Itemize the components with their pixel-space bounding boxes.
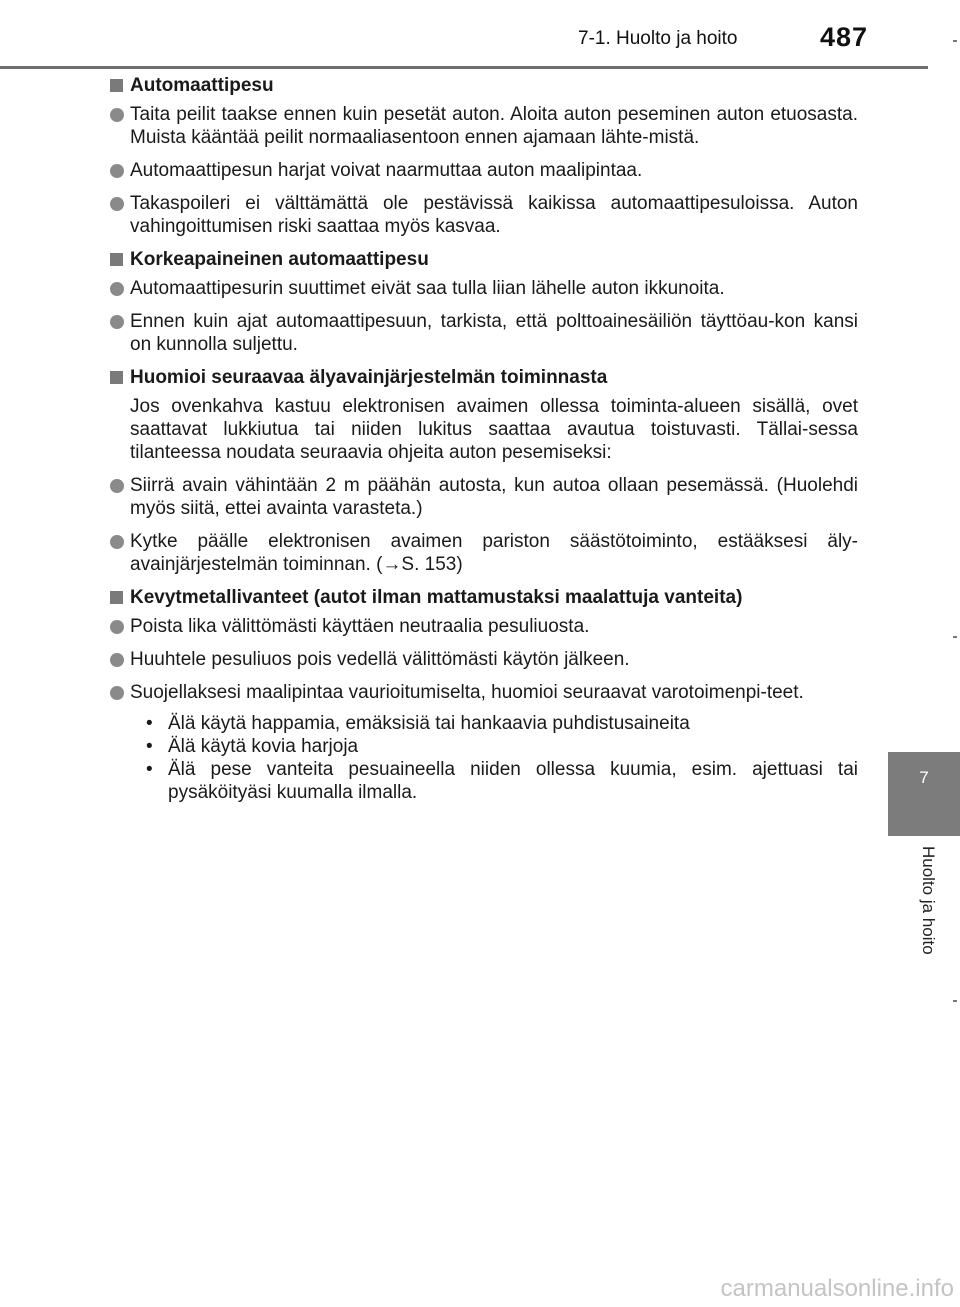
circle-bullet-icon — [110, 686, 124, 700]
section-paragraph: Jos ovenkahva kastuu elektronisen avaimen ollessa toiminta-alueen sisällä, ovet saattavat lukkiutua tai niiden lukitus saattaa avautua toistuvasti. Tällai-sessa tilanteessa noudata seuraavia ohjeita auton pesemiseksi: — [130, 396, 858, 463]
circle-bullet-icon — [110, 653, 124, 667]
square-bullet-icon — [110, 79, 123, 92]
circle-bullet-icon — [110, 535, 124, 549]
chapter-number: 7 — [919, 768, 929, 787]
page-content — [108, 74, 858, 810]
bullet-dot: • — [146, 736, 153, 757]
header-rule — [0, 66, 928, 69]
list-item: Kytke päälle elektronisen avaimen pariston säästötoiminto, estääksesi äly-avainjärjestelmän toiminnan. (→S. 153) — [108, 530, 858, 576]
list-item: Automaattipesun harjat voivat naarmuttaa auton maalipintaa. — [108, 159, 858, 182]
list-item: Huuhtele pesuliuos pois vedellä välittömästi käytön jälkeen. — [108, 648, 858, 671]
section-kevytmetallivanteet — [108, 586, 858, 804]
circle-bullet-icon — [110, 479, 124, 493]
sub-list-item: • Älä käytä kovia harjoja — [146, 736, 359, 757]
section-heading: Korkeapaineinen automaattipesu — [108, 248, 858, 271]
circle-bullet-icon — [110, 282, 124, 296]
section-heading: Automaattipesu — [108, 74, 858, 97]
circle-bullet-icon — [110, 620, 124, 634]
list-item: Poista lika välittömästi käyttäen neutraalia pesuliuosta. — [108, 615, 858, 638]
section-heading: Kevytmetallivanteet (autot ilman mattamustaksi maalattuja vanteita) — [108, 586, 858, 609]
section-korkeapaine — [108, 248, 858, 356]
square-bullet-icon — [110, 253, 123, 266]
list-item: Suojellaksesi maalipintaa vaurioitumiselta, huomioi seuraavat varotoimenpi-teet. — [108, 681, 858, 704]
section-automaattipesu — [108, 74, 858, 238]
page-number: 487 — [820, 22, 869, 52]
list-item: Taita peilit taakse ennen kuin pesetät auton. Aloita auton peseminen auton etuosasta. Muista kääntää peilit normaaliasentoon ennen ajamaan lähte-mistä. — [108, 103, 858, 149]
chapter-label: Huolto ja hoito — [919, 846, 938, 955]
section-alyavain — [108, 366, 858, 576]
bullet-dot: • — [146, 713, 153, 734]
sub-list-item: • Älä käytä happamia, emäksisiä tai hankaavia puhdistusaineita — [146, 713, 690, 734]
watermark: carmanualsonline.info — [720, 1275, 954, 1302]
square-bullet-icon — [110, 371, 123, 384]
bullet-dot: • — [146, 759, 153, 780]
circle-bullet-icon — [110, 164, 124, 178]
section-heading: Huomioi seuraavaa älyavainjärjestelmän toiminnasta — [108, 366, 858, 389]
list-item: Takaspoileri ei välttämättä ole pestävissä kaikissa automaattipesuloissa. Auton vahingoittumisen riski saattaa myös kasvaa. — [108, 192, 858, 238]
sub-list — [108, 712, 858, 804]
section-title: 7-1. Huolto ja hoito — [578, 28, 738, 49]
list-item: Ennen kuin ajat automaattipesuun, tarkista, että polttoainesäiliön täyttöau-kon kansi on kunnolla suljettu. — [108, 310, 858, 356]
circle-bullet-icon — [110, 315, 124, 329]
list-item: Automaattipesurin suuttimet eivät saa tulla liian lähelle auton ikkunoita. — [108, 277, 858, 300]
circle-bullet-icon — [110, 197, 124, 211]
edge-tick — [953, 1000, 957, 1002]
edge-tick — [953, 636, 957, 638]
edge-tick — [953, 40, 957, 42]
chapter-tab — [888, 752, 960, 836]
sub-list-item: • Älä pese vanteita pesuaineella niiden ollessa kuumia, esim. ajettuasi tai pysäköityäsi kuumalla ilmalla. — [146, 759, 858, 803]
list-item: Siirrä avain vähintään 2 m päähän autosta, kun autoa ollaan pesemässä. (Huolehdi myös siitä, ettei avainta varasteta.) — [108, 474, 858, 520]
circle-bullet-icon — [110, 108, 124, 122]
square-bullet-icon — [110, 591, 123, 604]
